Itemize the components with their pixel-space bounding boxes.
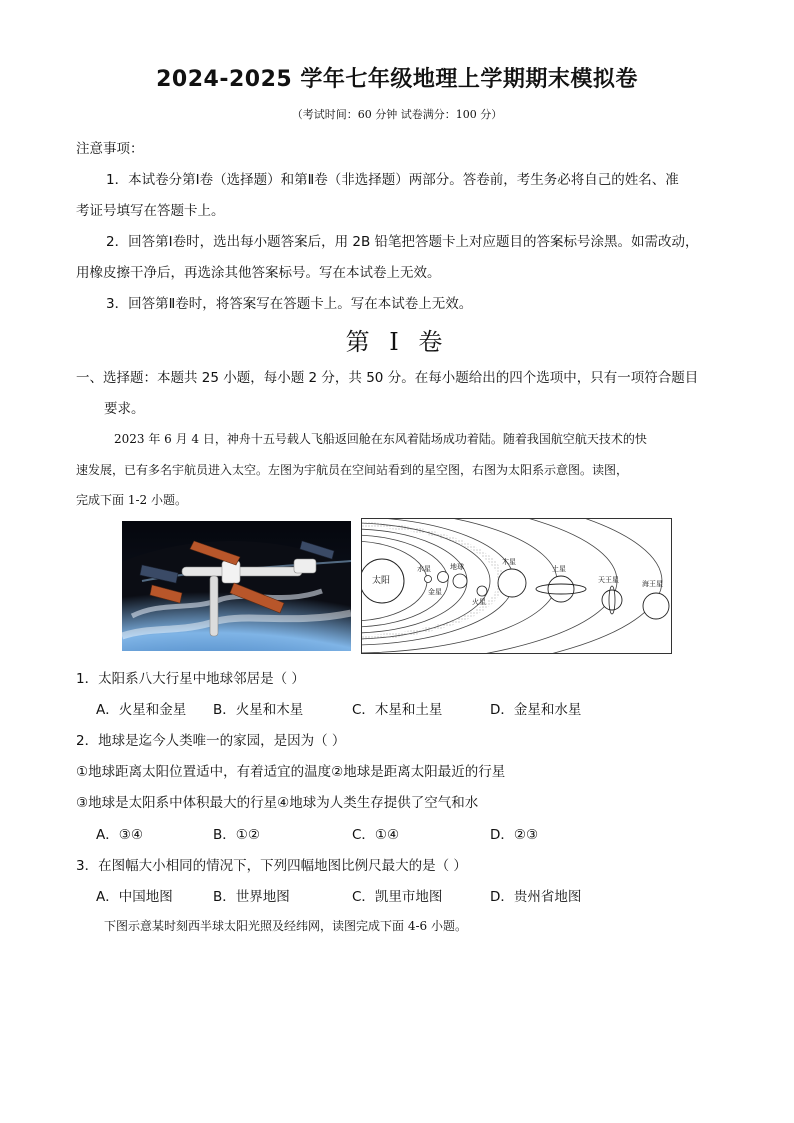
note-item-2-line-2: 用橡皮擦干净后，再选涂其他答案标号。写在本试卷上无效。 <box>76 265 441 281</box>
section-instructions-line-1: 一、选择题：本题共 25 小题，每小题 2 分，共 50 分。在每小题给出的四个选项中，只有一项符合题目 <box>76 370 699 386</box>
label-mercury: 水星 <box>417 565 431 573</box>
label-mars: 火星 <box>472 598 486 606</box>
space-station-photo <box>122 521 351 651</box>
section-title: 第 I 卷 <box>345 328 449 356</box>
exam-title: 2024-2025 学年七年级地理上学期期末模拟卷 <box>156 67 638 92</box>
exam-subtitle: （考试时间：60 分钟 试卷满分：100 分） <box>291 108 503 121</box>
context-1-line-1: 2023 年 6 月 4 日，神舟十五号载人飞船返回舱在东风着陆场成功着陆。随着我国航空航天技术的快 <box>114 432 647 446</box>
question-1-option-a[interactable]: A．火星和金星 <box>96 702 187 718</box>
question-2-statements-2: ③地球是太阳系中体积最大的行星④地球为人类生存提供了空气和水 <box>76 795 479 811</box>
label-earth: 地球 <box>450 563 464 571</box>
section-instructions-line-2: 要求。 <box>104 401 145 417</box>
label-venus: 金星 <box>428 588 442 596</box>
question-1-option-d[interactable]: D．金星和水星 <box>490 702 582 718</box>
note-item-3: 3．回答第Ⅱ卷时，将答案写在答题卡上。写在本试卷上无效。 <box>106 296 473 312</box>
note-item-1-line-2: 考证号填写在答题卡上。 <box>76 203 225 219</box>
question-3-option-c[interactable]: C．凯里市地图 <box>352 889 443 905</box>
question-2-stem: 2．地球是迄今人类唯一的家园，是因为（ ） <box>76 733 346 749</box>
question-2-option-b[interactable]: B．①② <box>213 827 260 843</box>
solar-system-diagram <box>361 518 672 654</box>
question-2-option-c[interactable]: C．①④ <box>352 827 400 843</box>
question-2-option-d[interactable]: D．②③ <box>490 827 539 843</box>
question-3-stem: 3．在图幅大小相同的情况下，下列四幅地图比例尺最大的是（ ） <box>76 858 467 874</box>
solar-system-orbits <box>362 519 671 653</box>
note-item-2-line-1: 2．回答第Ⅰ卷时，选出每小题答案后，用 2B 铅笔把答题卡上对应题目的答案标号涂黑。如需改动， <box>106 234 699 250</box>
space-station-illustration <box>122 521 351 651</box>
note-item-1-line-1: 1．本试卷分第Ⅰ卷（选择题）和第Ⅱ卷（非选择题）两部分。答卷前，考生务必将自己的姓名、准 <box>106 172 679 188</box>
question-3-option-a[interactable]: A．中国地图 <box>96 889 173 905</box>
notes-heading: 注意事项： <box>76 141 144 157</box>
context-1-line-2: 速发展，已有多名宇航员进入太空。左图为宇航员在空间站看到的星空图，右图为太阳系示意图。读图， <box>76 463 629 477</box>
label-neptune: 海王星 <box>642 580 663 588</box>
question-3-option-b[interactable]: B．世界地图 <box>213 889 290 905</box>
question-2-statements-1: ①地球距离太阳位置适中，有着适宜的温度②地球是距离太阳最近的行星 <box>76 764 506 780</box>
question-3-option-d[interactable]: D．贵州省地图 <box>490 889 582 905</box>
question-1-stem: 1．太阳系八大行星中地球邻居是（ ） <box>76 671 305 687</box>
context-1-line-3: 完成下面 1-2 小题。 <box>76 493 187 507</box>
label-saturn: 土星 <box>552 565 566 573</box>
question-2-option-a[interactable]: A．③④ <box>96 827 143 843</box>
context-2-line-1: 下图示意某时刻西半球太阳光照及经纬网，读图完成下面 4-6 小题。 <box>104 919 467 933</box>
label-jupiter: 木星 <box>502 558 516 566</box>
label-sun: 太阳 <box>372 576 391 586</box>
label-uranus: 天王星 <box>598 576 619 584</box>
question-1-option-b[interactable]: B．火星和木星 <box>213 702 304 718</box>
question-1-option-c[interactable]: C．木星和土星 <box>352 702 443 718</box>
